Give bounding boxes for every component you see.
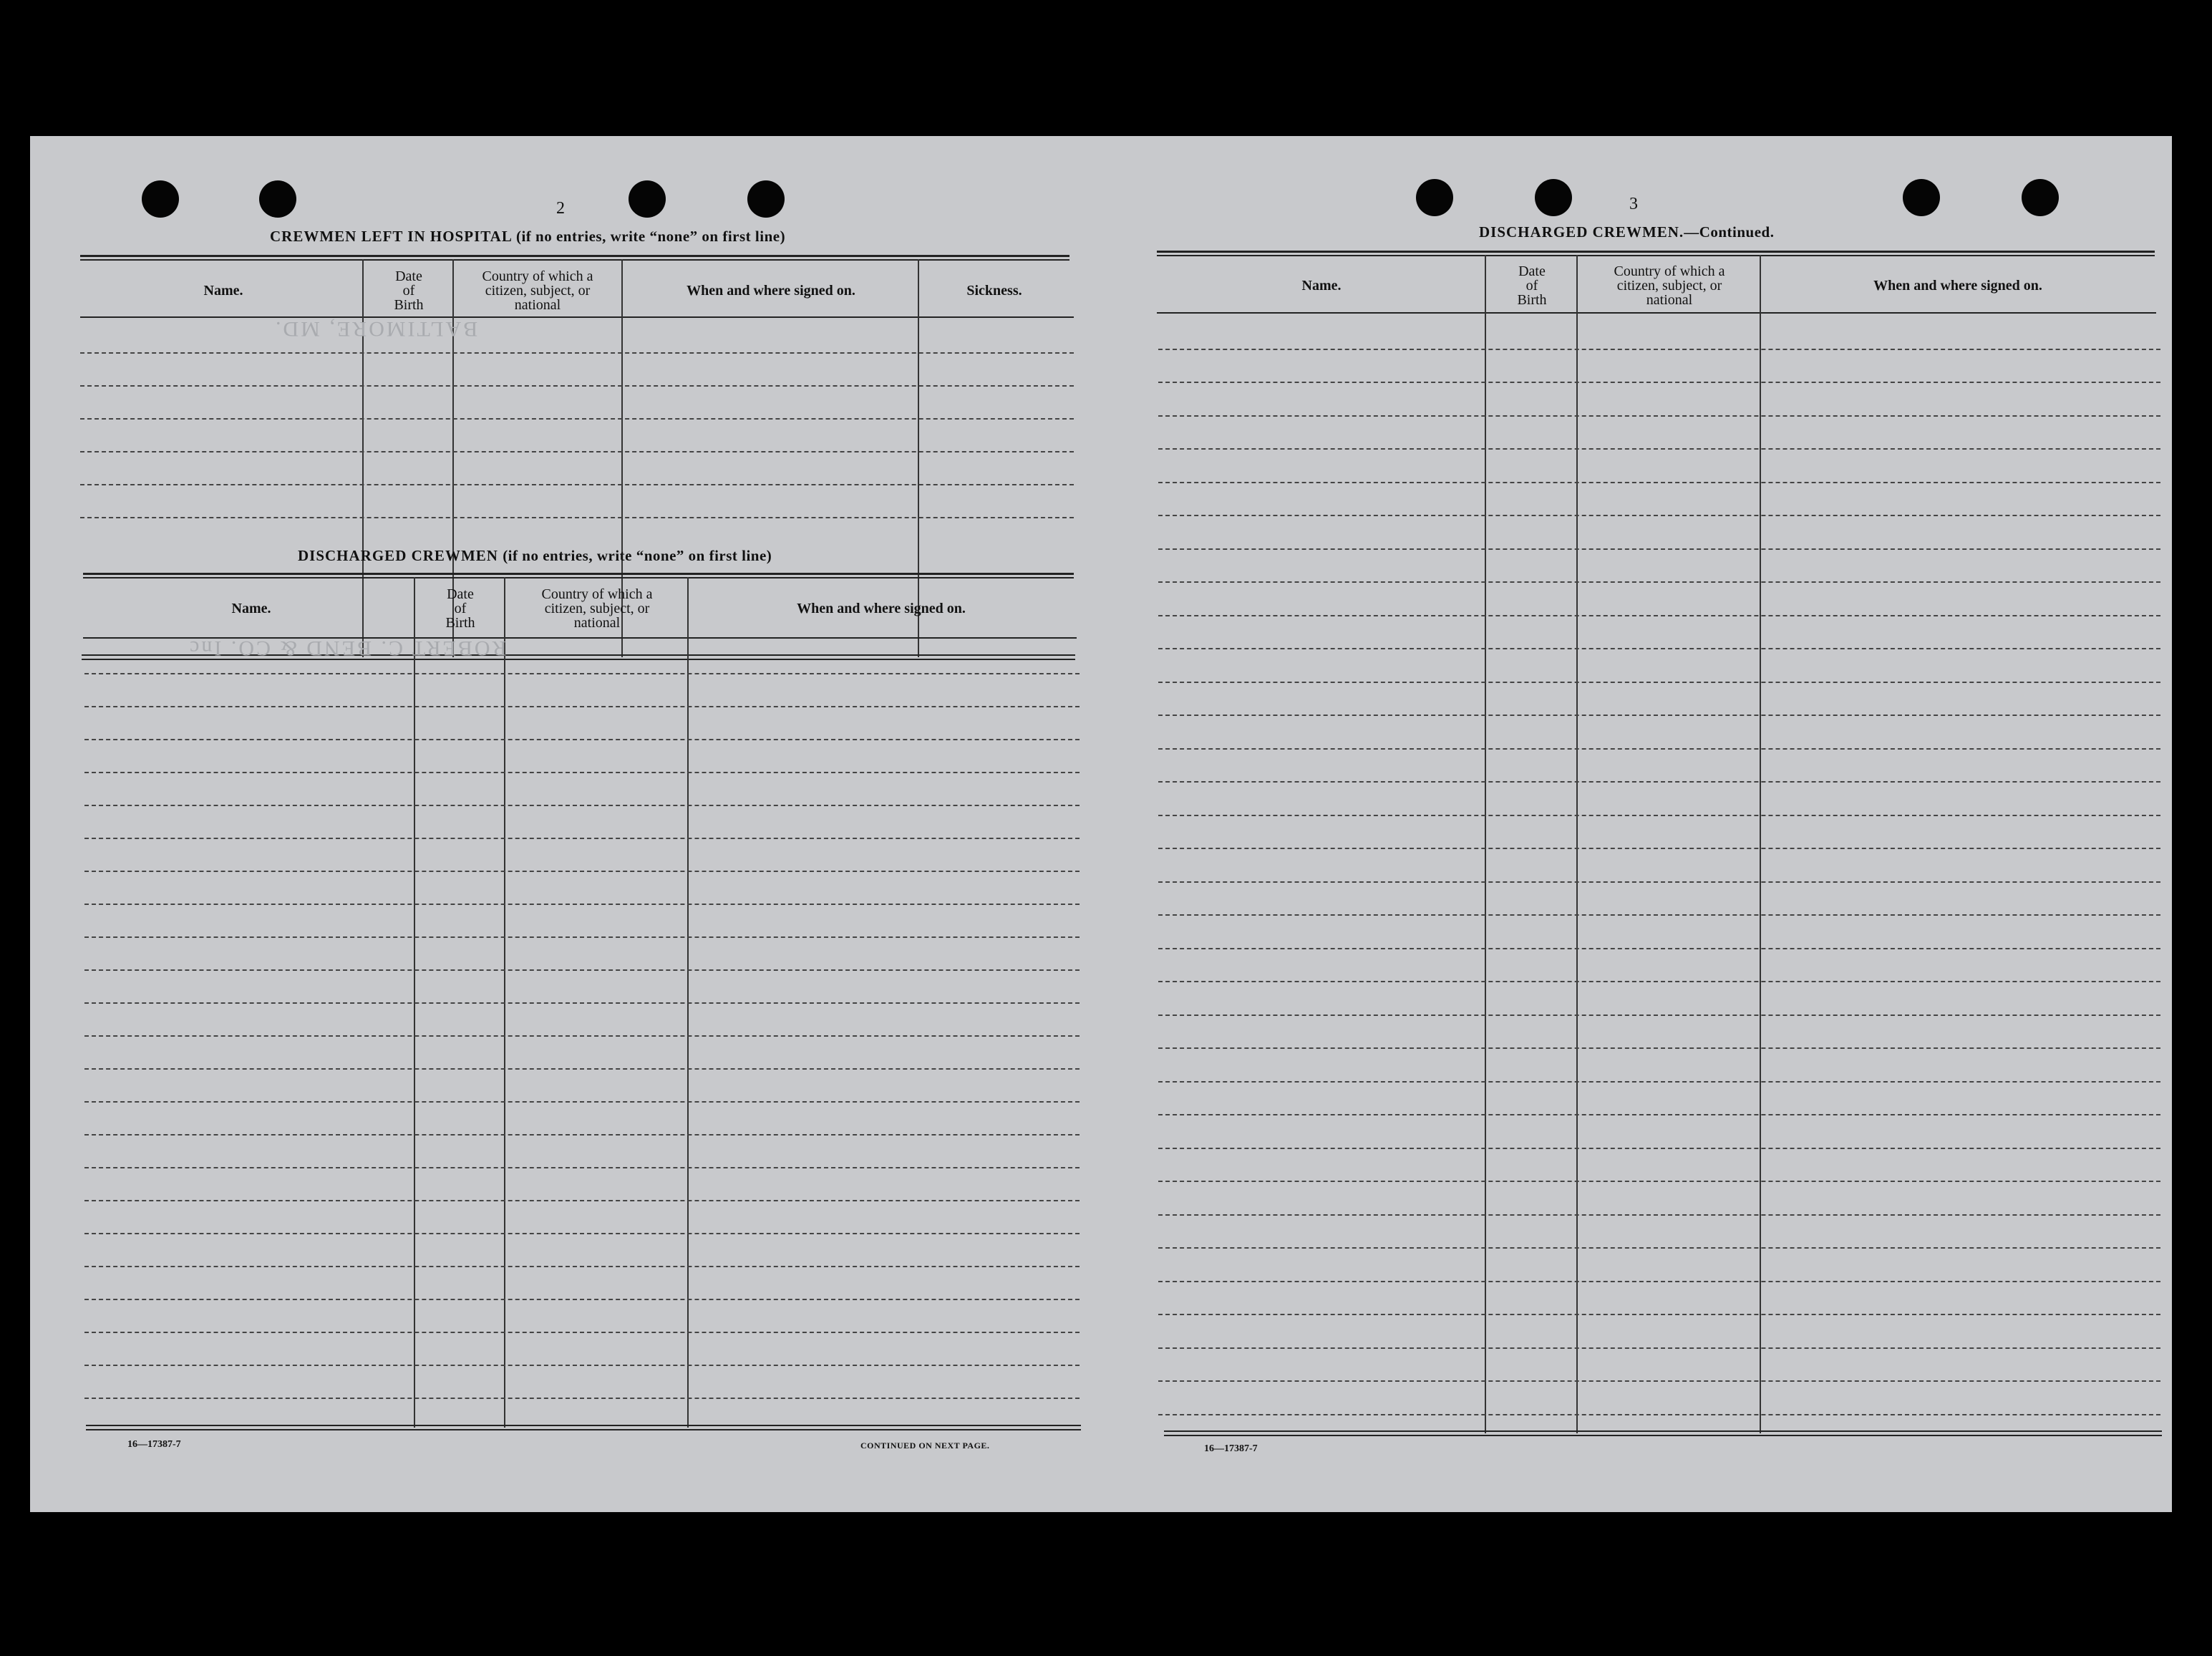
column-header-dob: Date of Birth bbox=[394, 268, 424, 313]
punch-hole bbox=[747, 180, 785, 218]
blank-entry-line bbox=[84, 739, 1080, 740]
bleed-through-stamp: ROBERT C. BEND & CO. Inc bbox=[188, 636, 507, 660]
column-header-name: Name. bbox=[203, 283, 243, 299]
header-bottom-rule bbox=[80, 316, 1074, 318]
blank-entry-line bbox=[1158, 1380, 2160, 1382]
blank-entry-line bbox=[1158, 349, 2160, 350]
blank-entry-line bbox=[80, 385, 1074, 387]
form-number: 16—17387-7 bbox=[1204, 1443, 1258, 1454]
punch-hole bbox=[1535, 179, 1572, 216]
column-header-name: Name. bbox=[231, 601, 271, 616]
column-header-when-where: When and where signed on. bbox=[1873, 278, 2042, 294]
blank-entry-line bbox=[84, 1068, 1080, 1070]
blank-entry-line bbox=[1158, 1081, 2160, 1083]
table-bottom-rule bbox=[1164, 1430, 2162, 1432]
blank-entry-line bbox=[84, 1299, 1080, 1300]
blank-entry-line bbox=[1158, 382, 2160, 383]
blank-entry-line bbox=[1158, 1181, 2160, 1182]
blank-entry-line bbox=[1158, 415, 2160, 417]
punch-hole bbox=[629, 180, 666, 218]
table-top-rule bbox=[83, 573, 1074, 575]
blank-entry-line bbox=[1158, 1347, 2160, 1349]
blank-entry-line bbox=[80, 451, 1074, 452]
blank-entry-line bbox=[84, 838, 1080, 839]
blank-entry-line bbox=[1158, 815, 2160, 816]
right-page-sheet bbox=[1112, 136, 2172, 1512]
column-header-name: Name. bbox=[1301, 278, 1342, 294]
column-header-dob: Date of Birth bbox=[445, 586, 475, 631]
page-number: 2 bbox=[556, 199, 565, 218]
blank-entry-line bbox=[1158, 448, 2160, 450]
continued-rows bbox=[1158, 315, 2160, 1432]
column-header-dob: Date of Birth bbox=[1517, 263, 1547, 308]
table-top-rule bbox=[1157, 251, 2155, 253]
table-top-rule bbox=[83, 577, 1074, 578]
blank-entry-line bbox=[84, 969, 1080, 971]
punch-hole bbox=[142, 180, 179, 218]
blank-entry-line bbox=[1158, 1414, 2160, 1415]
blank-entry-line bbox=[1158, 881, 2160, 883]
blank-entry-line bbox=[84, 1266, 1080, 1267]
blank-entry-line bbox=[1158, 848, 2160, 849]
table-top-rule bbox=[80, 259, 1069, 261]
blank-entry-line bbox=[1158, 682, 2160, 683]
blank-entry-line bbox=[1158, 948, 2160, 949]
blank-entry-line bbox=[80, 418, 1074, 420]
bleed-through-stamp: BALTIMORE, MD. bbox=[273, 317, 478, 341]
blank-entry-line bbox=[84, 1002, 1080, 1004]
left-page-sheet bbox=[30, 136, 1112, 1512]
punch-hole bbox=[2022, 179, 2059, 216]
table-bottom-rule bbox=[86, 1425, 1081, 1426]
blank-entry-line bbox=[80, 484, 1074, 485]
table-top-rule bbox=[1157, 255, 2155, 256]
blank-entry-line bbox=[80, 517, 1074, 518]
column-header-country: Country of which a citizen, subject, or national bbox=[541, 586, 653, 631]
table-bottom-rule bbox=[1164, 1435, 2162, 1436]
blank-entry-line bbox=[84, 673, 1080, 674]
blank-entry-line bbox=[1158, 1247, 2160, 1249]
discharged-continued-title: DISCHARGED CREWMEN.—Continued. bbox=[1479, 223, 1775, 241]
blank-entry-line bbox=[1158, 715, 2160, 716]
blank-entry-line bbox=[1158, 1214, 2160, 1216]
hospital-section-title: CREWMEN LEFT IN HOSPITAL (if no entries, write “none” on first line) bbox=[270, 228, 786, 245]
continued-note: CONTINUED ON NEXT PAGE. bbox=[860, 1440, 990, 1451]
blank-entry-line bbox=[84, 805, 1080, 806]
discharged-rows bbox=[84, 640, 1080, 1425]
blank-entry-line bbox=[1158, 981, 2160, 982]
blank-entry-line bbox=[84, 1035, 1080, 1037]
column-header-sickness: Sickness. bbox=[966, 283, 1022, 299]
blank-entry-line bbox=[1158, 781, 2160, 783]
blank-entry-line bbox=[84, 1200, 1080, 1201]
blank-entry-line bbox=[80, 352, 1074, 354]
blank-entry-line bbox=[1158, 615, 2160, 616]
blank-entry-line bbox=[1158, 482, 2160, 483]
blank-entry-line bbox=[1158, 1148, 2160, 1149]
blank-entry-line bbox=[1158, 914, 2160, 916]
blank-entry-line bbox=[1158, 748, 2160, 750]
blank-entry-line bbox=[1158, 1114, 2160, 1115]
table-bottom-rule bbox=[86, 1429, 1081, 1430]
punch-hole bbox=[1416, 179, 1453, 216]
column-header-country: Country of which a citizen, subject, or national bbox=[482, 268, 593, 313]
blank-entry-line bbox=[84, 1332, 1080, 1333]
blank-entry-line bbox=[84, 1134, 1080, 1136]
column-header-country: Country of which a citizen, subject, or national bbox=[1614, 263, 1725, 308]
table-top-rule bbox=[80, 255, 1069, 257]
header-bottom-rule bbox=[1157, 312, 2156, 314]
page-number: 3 bbox=[1629, 195, 1638, 213]
blank-entry-line bbox=[84, 1233, 1080, 1234]
blank-entry-line bbox=[84, 1398, 1080, 1399]
blank-entry-line bbox=[1158, 581, 2160, 583]
blank-entry-line bbox=[1158, 1281, 2160, 1282]
blank-entry-line bbox=[1158, 515, 2160, 516]
punch-hole bbox=[1903, 179, 1940, 216]
discharged-section-title: DISCHARGED CREWMEN (if no entries, write “none” on first line) bbox=[298, 547, 772, 564]
form-number: 16—17387-7 bbox=[127, 1439, 181, 1450]
blank-entry-line bbox=[84, 1365, 1080, 1366]
blank-entry-line bbox=[84, 772, 1080, 773]
punch-hole bbox=[259, 180, 296, 218]
blank-entry-line bbox=[84, 1167, 1080, 1168]
column-header-when-where: When and where signed on. bbox=[687, 283, 855, 299]
blank-entry-line bbox=[1158, 548, 2160, 550]
blank-entry-line bbox=[1158, 1047, 2160, 1049]
blank-entry-line bbox=[84, 904, 1080, 905]
blank-entry-line bbox=[1158, 1314, 2160, 1315]
column-header-when-where: When and where signed on. bbox=[797, 601, 966, 616]
blank-entry-line bbox=[84, 706, 1080, 707]
blank-entry-line bbox=[84, 936, 1080, 938]
blank-entry-line bbox=[84, 871, 1080, 872]
blank-entry-line bbox=[1158, 648, 2160, 649]
blank-entry-line bbox=[1158, 1015, 2160, 1016]
blank-entry-line bbox=[84, 1101, 1080, 1103]
